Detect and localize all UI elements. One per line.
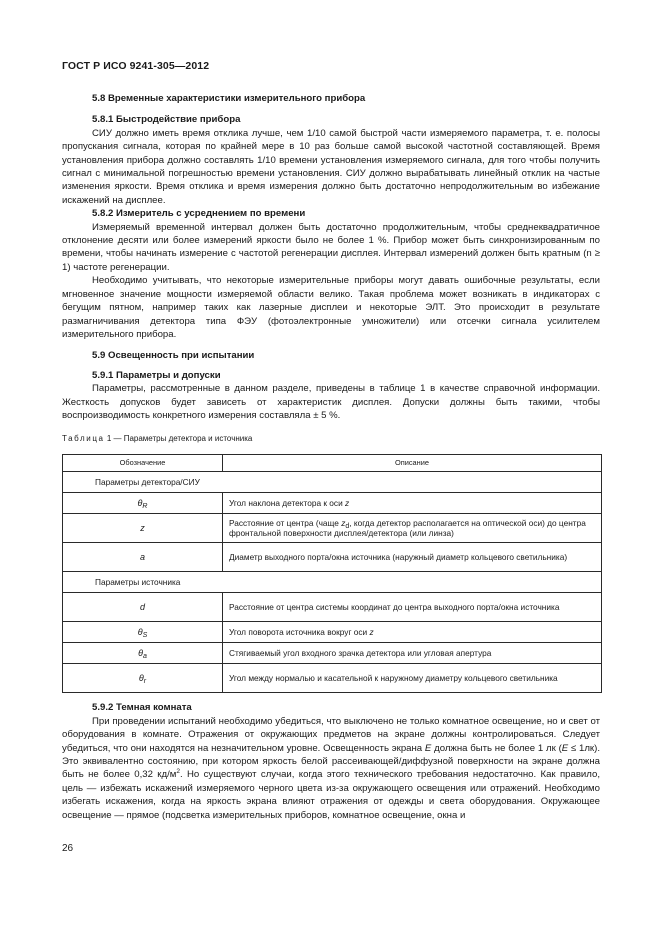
page-header: ГОСТ Р ИСО 9241-305—2012 xyxy=(62,60,210,72)
description-cell: Расстояние от центра системы координат до центра выходного порта/окна источника xyxy=(223,593,602,622)
table-row xyxy=(63,664,602,693)
group-detector-parameters: Параметры детектора/СИУ xyxy=(63,472,602,493)
section-5-9-2-paragraph: При проведении испытаний необходимо убедиться, что выключено не только комнатное освещение, но и свет от оборудования в комнате. Отражения от окружающих предметов на экране должны контролироваться. Следует убедиться, что они находятся на незначительном уровне. Освещенность экрана E должна быть не более 1 лк (E ≤ 1лк). Это эквивалентно состоянию, при котором яркость белой рассеивающей/диффузной поверхности на экране должна быть не более 0,32 $кд/м^2$. Но существуют случаи, когда этого технического требования недостаточно. Как правило, цель — избежать искажений измеряемого черного цвета из-за окружающего освещения или отражений. Необходимо избегать искажения, когда на яркость экрана влияют отражения от одежды и света оборудования. Окружающее освещение — прямое (подсветка измерительных приборов, комнатное освещение, окна и xyxy=(62,715,600,821)
column-header-description: Описание xyxy=(223,454,602,472)
description-cell: Угол наклона детектора к оси z xyxy=(223,493,602,514)
symbol-cell: d xyxy=(63,593,223,622)
symbol-cell: $\theta_r$ xyxy=(63,664,223,693)
table-row xyxy=(63,493,602,514)
table-row xyxy=(63,622,602,643)
section-5-9-heading: 5.9 Освещенность при испытании xyxy=(92,350,255,362)
group-source-parameters: Параметры источника xyxy=(63,572,602,593)
table-caption xyxy=(62,432,600,445)
section-5-8-2-heading: 5.8.2 Измеритель с усреднением по времени xyxy=(92,208,306,220)
page-content xyxy=(62,92,600,822)
page-number: 26 xyxy=(62,843,74,854)
table-row xyxy=(63,643,602,664)
section-5-9-1-paragraph: Параметры, рассмотренные в данном разделе, приведены в таблице 1 в качестве справочной информации. Жесткость допусков будет зависеть от характеристик дисплея. Допуски должны быть такими, чтобы воспроизводимость конкретного измерения составляла ± 5 %. xyxy=(62,383,600,421)
section-5-8-1-heading: 5.8.1 Быстродействие прибора xyxy=(92,114,241,126)
section-5-8-1-paragraph: СИУ должно иметь время отклика лучше, чем 1/10 самой быстрой части измеряемого параметра, т. е. полосы пропускания сигнала, которая по крайней мере в 10 раз больше самой высокой частотной составляющей. Время установления прибора должно составлять 1/10 времени установления измеряемого сигнала, для того чтобы получить сигнал с минимальной погрешностью времени установления. СИУ должно вырабатывать линейный отклик на частые изменения яркости. Время отклика и время измерения должно быть достаточно непродолжительным во избежание искажений на дисплее. xyxy=(62,127,600,206)
section-5-9-1-heading: 5.9.1 Параметры и допуски xyxy=(92,369,221,381)
table-row xyxy=(63,514,602,543)
section-5-9-2-heading: 5.9.2 Темная комната xyxy=(92,702,192,714)
table-group-row xyxy=(63,572,602,593)
description-cell: Расстояние от центра (чаще $z_d$, когда детектор располагается на оптической оси) до центра фронтальной поверхности дисплея/детектора (или линза) xyxy=(223,514,602,543)
symbol-cell: a xyxy=(63,543,223,572)
description-cell: Угол между нормалью и касательной к наружному диаметру кольцевого светильника xyxy=(223,664,602,693)
symbol-cell: $\theta_S$ xyxy=(63,622,223,643)
symbol-cell: $\theta_R$ xyxy=(63,493,223,514)
table-caption-word: Таблица xyxy=(62,434,105,444)
section-5-8-heading: 5.8 Временные характеристики измерительного прибора xyxy=(92,93,366,104)
description-cell: Диаметр выходного порта/окна источника (наружный диаметр кольцевого светильника) xyxy=(223,543,602,572)
table-caption-text: 1 — Параметры детектора и источника xyxy=(106,434,253,444)
description-cell: Угол поворота источника вокруг оси z xyxy=(223,622,602,643)
description-cell: Стягиваемый угол входного зрачка детектора или угловая апертура xyxy=(223,643,602,664)
symbol-cell: $\theta_a$ xyxy=(63,643,223,664)
section-5-8-2-paragraph-2: Необходимо учитывать, что некоторые измерительные приборы могут давать ошибочные результаты, если мгновенное значение мощности измеряемой области велико. Такая проблема может возникать в индикаторах с бегущим пятном, например таких как лазерные дисплеи и некоторые ЭЛТ. Это происходит в результате размагничивания детектора типа ФЭУ (фотоэлектронные умножители) или отсечки сигнала усилителем измерительного прибора. xyxy=(62,275,600,340)
table-group-row xyxy=(63,472,602,493)
symbol-cell: z xyxy=(63,514,223,543)
table-row xyxy=(63,543,602,572)
parameters-table xyxy=(62,454,602,694)
table-header-row xyxy=(63,454,602,472)
column-header-symbol: Обозначение xyxy=(63,454,223,472)
section-5-8-2-paragraph-1: Измеряемый временной интервал должен быть достаточно продолжительным, чтобы среднеквадратичное отклонение десяти или более измерений яркости было не более 1 %. Прибор может быть синхронизированным по времени, чтобы начинать измерение с частотой регенерации дисплея. Интервал измерений должен быть кратным (n ≥ 1) частоте регенерации. xyxy=(62,221,600,273)
table-row xyxy=(63,593,602,622)
